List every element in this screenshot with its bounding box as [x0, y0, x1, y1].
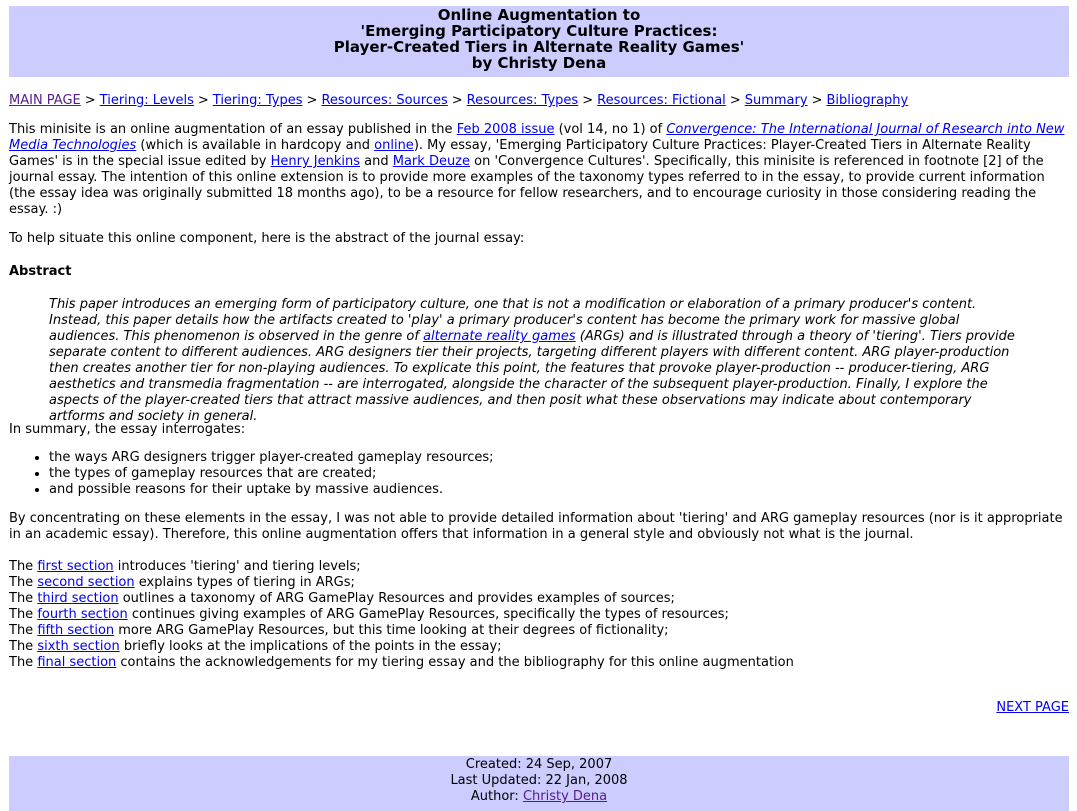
section-line — [9, 575, 1069, 591]
breadcrumb-separator: > — [306, 93, 318, 108]
intro-text: This minisite is an online augmentation of an essay published in the — [9, 122, 457, 137]
breadcrumb-separator: > — [811, 93, 823, 108]
abstract-text: This paper introduces an emerging form of participatory culture, one that is not a modification or elaboration of a primary producer's content. Instead, this paper details how the artifacts created to 'play' a primary producer's content has become the primary work for massive global audiences. This phenomenon is observed in the genre of — [49, 297, 977, 344]
intro-text: (vol 14, no 1) of — [554, 122, 667, 137]
situate-paragraph: To help situate this online component, here is the abstract of the journal essay: — [9, 231, 525, 246]
intro-text: ). My essay, 'Emerging Participatory Culture Practices: Player-Created Tiers in Alternate Reality Games' is in the special issue edited by — [9, 138, 1031, 169]
section-text: continues giving examples of ARG GamePlay Resources, specifically the types of resources; — [127, 607, 729, 622]
intro-text: (which is available in hardcopy and — [136, 138, 375, 153]
breadcrumb-separator: > — [197, 93, 209, 108]
list-item: • and possible reasons for their uptake by massive audiences. — [49, 482, 1069, 498]
summary-list — [9, 450, 1069, 498]
breadcrumb-separator: > — [582, 93, 594, 108]
section-list — [9, 559, 1069, 671]
abstract-text: (ARGs) and is illustrated through a theory of 'tiering'. Tiers provide separate content to different audiences. ARG designers tier their projects, targeting different players with different content. ARG player-production then creates another tier for non-playing audiences. To explicate this point, the features that provoke player-production -- producer-tiering, ARG aesthetics and transmedia fragmentation -- are interrogated, alongside the character of the subsequent player-production. Finally, I explore the aspects of the player-created tiers that attract massive audiences, and then posit what these observations may indicate about contemporary artforms and society in general. — [49, 329, 1015, 424]
online-link[interactable]: online — [374, 138, 414, 153]
section-text: The — [9, 591, 38, 606]
page-header — [9, 6, 1069, 77]
header-author-line: by Christy Dena — [471, 54, 607, 72]
abstract-heading: Abstract — [9, 264, 72, 279]
breadcrumb-main-page[interactable]: MAIN PAGE — [9, 93, 81, 108]
breadcrumb-tiering-types[interactable]: Tiering: Types — [212, 93, 303, 108]
fourth-section-link[interactable]: fourth section — [37, 607, 128, 622]
section-text: more ARG GamePlay Resources, but this time looking at their degrees of fictionality; — [114, 623, 669, 638]
alternate-reality-games-link[interactable]: alternate reality games — [423, 329, 576, 344]
section-line — [9, 607, 1069, 623]
breadcrumb-bibliography[interactable]: Bibliography — [826, 93, 909, 108]
created-date: Created: 24 Sep, 2007 — [465, 757, 613, 772]
henry-jenkins-link[interactable]: Henry Jenkins — [270, 154, 361, 169]
breadcrumb-resources-types[interactable]: Resources: Types — [466, 93, 579, 108]
section-line — [9, 639, 1069, 655]
final-section-link[interactable]: final section — [37, 655, 117, 670]
section-text: contains the acknowledgements for my tiering essay and the bibliography for this online augmentation — [116, 655, 794, 670]
section-line — [9, 655, 1069, 671]
breadcrumb-separator: > — [451, 93, 463, 108]
next-page-link[interactable]: NEXT PAGE — [996, 700, 1069, 715]
section-line — [9, 559, 1069, 575]
breadcrumb — [9, 93, 1069, 109]
section-text: The — [9, 559, 38, 574]
header-title-line-3: Player-Created Tiers in Alternate Reality Games' — [333, 38, 745, 56]
author-link[interactable]: Christy Dena — [522, 789, 608, 804]
next-page-container — [9, 700, 1069, 716]
abstract-blockquote — [49, 297, 1029, 425]
third-section-link[interactable]: third section — [37, 591, 119, 606]
section-text: The — [9, 607, 38, 622]
section-text: briefly looks at the implications of the points in the essay; — [119, 639, 502, 654]
section-text: The — [9, 623, 38, 638]
section-line — [9, 623, 1069, 639]
first-section-link[interactable]: first section — [37, 559, 114, 574]
section-line — [9, 591, 1069, 607]
author-label: Author: — [470, 789, 523, 804]
section-text: explains types of tiering in ARGs; — [134, 575, 355, 590]
mark-deuze-link[interactable]: Mark Deuze — [392, 154, 471, 169]
breadcrumb-resources-sources[interactable]: Resources: Sources — [321, 93, 448, 108]
last-updated-date: Last Updated: 22 Jan, 2008 — [450, 773, 628, 788]
list-item: • the types of gameplay resources that are created; — [49, 466, 1069, 482]
list-item: • the ways ARG designers trigger player-created gameplay resources; — [49, 450, 1069, 466]
section-text: outlines a taxonomy of ARG GamePlay Resources and provides examples of sources; — [118, 591, 675, 606]
fifth-section-link[interactable]: fifth section — [37, 623, 115, 638]
intro-text: and — [360, 154, 393, 169]
intro-paragraph — [9, 122, 1069, 218]
section-text: The — [9, 575, 38, 590]
intro-text: on 'Convergence Cultures'. Specifically, this minisite is referenced in footnote [2] of the journal essay. The intention of this online extension is to provide more examples of the taxonomy types referred to in the essay, to provide current information (the essay idea was originally submitted 18 months ago), to be a resource for fellow researchers, and to encourage curiosity in those considering reading the essay. :) — [9, 154, 1045, 217]
page-footer — [9, 756, 1069, 811]
summary-intro: In summary, the essay interrogates: — [9, 422, 246, 437]
second-section-link[interactable]: second section — [37, 575, 135, 590]
section-text: The — [9, 655, 38, 670]
sixth-section-link[interactable]: sixth section — [37, 639, 120, 654]
feb-2008-issue-link[interactable]: Feb 2008 issue — [456, 122, 555, 137]
section-text: introduces 'tiering' and tiering levels; — [113, 559, 361, 574]
breadcrumb-separator: > — [729, 93, 741, 108]
section-text: The — [9, 639, 38, 654]
breadcrumb-summary[interactable]: Summary — [744, 93, 808, 108]
breadcrumb-tiering-levels[interactable]: Tiering: Levels — [99, 93, 194, 108]
author-line — [9, 789, 1069, 805]
header-title-line-1: Online Augmentation to — [437, 6, 641, 24]
breadcrumb-resources-fictional[interactable]: Resources: Fictional — [597, 93, 726, 108]
concentrating-paragraph: By concentrating on these elements in the essay, I was not able to provide detailed information about 'tiering' and ARG gameplay resources (nor is it appropriate in an academic essay). Therefore, this online augmentation offers that information in a general style and obviously not what is the journal. — [9, 511, 1063, 542]
convergence-journal-link[interactable]: Convergence: The International Journal of Research into New Media Technologies — [9, 122, 1065, 153]
breadcrumb-separator: > — [84, 93, 96, 108]
header-title-line-2: 'Emerging Participatory Culture Practices: — [360, 22, 718, 40]
